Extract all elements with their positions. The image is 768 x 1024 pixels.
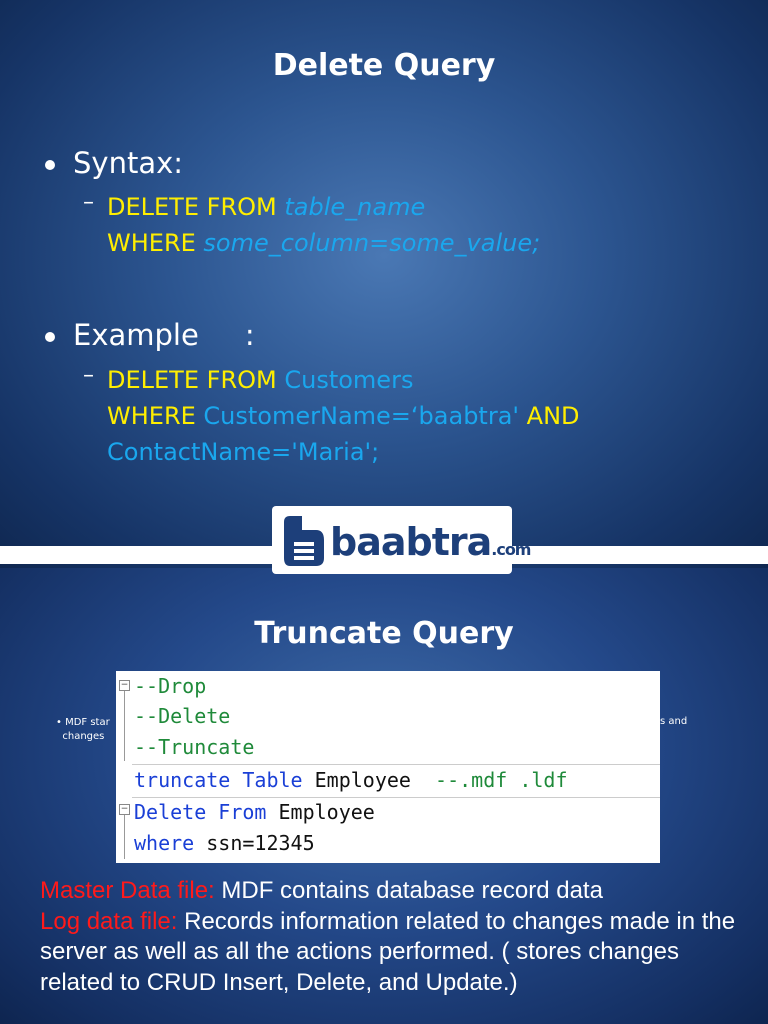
log-data-label: Log data file: xyxy=(40,907,178,935)
baabtra-logo xyxy=(272,506,531,574)
sql-code-screenshot xyxy=(116,671,660,863)
syntax-line-1: DELETE FROM table_name xyxy=(107,193,426,221)
baabtra-logo-icon xyxy=(280,512,328,568)
code-line-drop: --Drop xyxy=(134,674,207,698)
slide-title: Delete Query xyxy=(272,48,496,83)
bullet-dot xyxy=(45,332,55,342)
background-bullet-text-right: s and xyxy=(660,716,688,727)
dash-marker: – xyxy=(83,190,94,215)
syntax-line-2: WHERE some_column=some_value; xyxy=(107,229,541,257)
slide-title: Truncate Query xyxy=(254,616,514,651)
master-data-label: Master Data file: xyxy=(40,877,215,904)
code-line-delete-from: Delete From Employee xyxy=(134,800,375,824)
example-line-1: DELETE FROM Customers xyxy=(107,366,414,394)
example-line-3: ContactName='Maria'; xyxy=(107,438,380,466)
log-data-text: Records information related to changes made in the server as well as all the actions performed. ( stores changes related to CRUD Insert, Delete, and Update.) xyxy=(40,907,736,996)
syntax-label: Syntax: xyxy=(73,146,184,180)
code-line-truncate: truncate Table Employee --.mdf .ldf xyxy=(134,768,568,792)
code-line-where: where ssn=12345 xyxy=(134,831,315,855)
example-line-2: WHERE CustomerName=‘baabtra' AND xyxy=(107,402,580,430)
example-code xyxy=(83,362,580,470)
background-bullet-text: • MDF star changes xyxy=(56,717,110,742)
example-bullet xyxy=(73,318,255,352)
code-line-delete-comment: --Delete xyxy=(134,704,231,728)
master-data-text: MDF contains database record data xyxy=(214,877,603,904)
bullet-dot xyxy=(45,160,55,170)
syntax-bullet xyxy=(73,146,183,180)
syntax-code xyxy=(83,189,541,261)
dash-marker: – xyxy=(83,363,94,388)
code-line-truncate-comment: --Truncate xyxy=(134,735,255,759)
logo-wordmark: baabtra.com xyxy=(330,520,531,564)
collapse-icon: − xyxy=(120,804,129,814)
file-description xyxy=(40,876,740,998)
example-label: Example : xyxy=(73,318,255,352)
collapse-icon: − xyxy=(120,680,129,690)
outline-guide xyxy=(124,691,125,761)
outline-guide xyxy=(124,815,125,859)
